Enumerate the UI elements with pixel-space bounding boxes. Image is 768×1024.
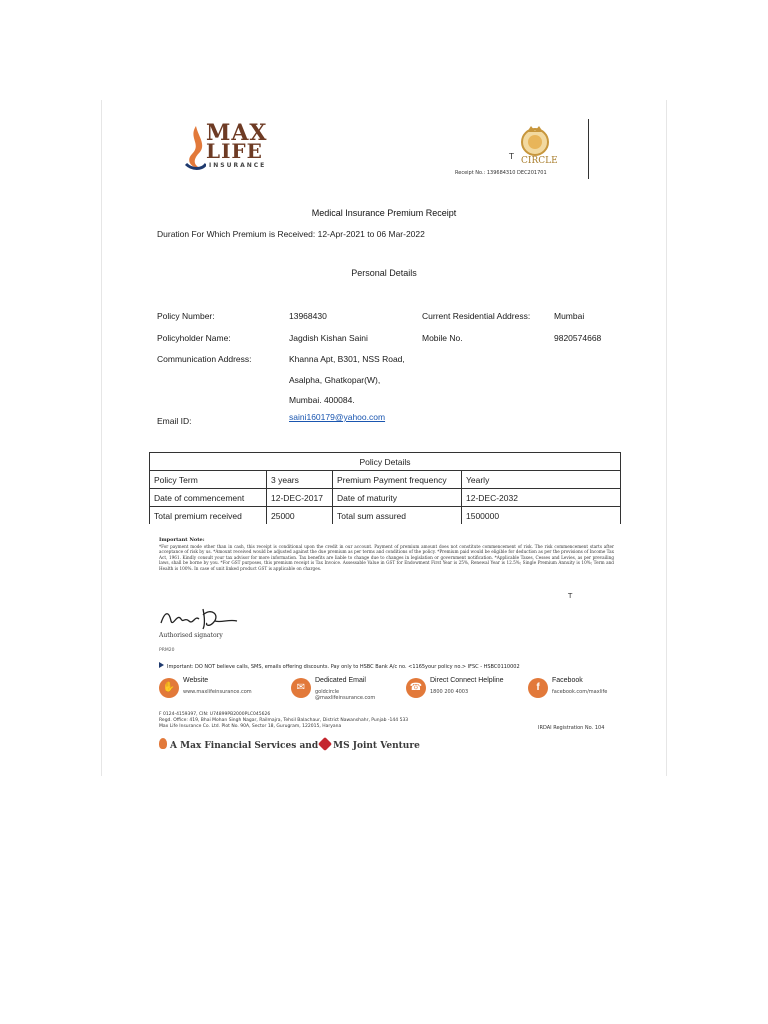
premium-duration: Duration For Which Premium is Received: 12-Apr-2021 to 06 Mar-2022	[157, 229, 425, 239]
contact-facebook[interactable]	[528, 674, 618, 710]
contact-title: Facebook	[552, 677, 583, 684]
table-cell: Total sum assured	[333, 507, 462, 525]
arrow-right-icon	[159, 662, 164, 668]
email-link[interactable]: saini160179@yahoo.com	[289, 412, 386, 422]
communication-address-line3: Mumbai. 400084.	[289, 395, 355, 405]
personal-details-heading: Personal Details	[351, 268, 417, 278]
important-note-body: *For payment mode other than in cash, this receipt is conditional upon the credit in our account. Payment of premium amount does not constitute commencement of risk. The risk commencement starts after acceptance of risk by us. *Amount received would be adjusted against the due premium as per terms and conditions of the policy. *Premium paid would be eligible for deduction as per the provisions of Income Tax Act, 1961. Kindly consult your tax advisor for more information. Tax benefits are liable to change due to changes in legislation or government notification. *Applicable Taxes, Cesses and Levies, as per prevailing laws, shall be borne by you. *For GST purposes, this premium receipt is Tax Invoice. Assessable Value in GST for Endowment First Year is 25%, Renewal Year is 12.5%; Single Premium Annuity is 10%; Term and Health is 100%. In case of unit linked product GST is applicable on charges.	[159, 544, 614, 571]
mobile-label: Mobile No.	[422, 333, 463, 343]
circle-seal	[507, 122, 557, 172]
fraud-notice-text: Important: DO NOT believe calls, SMS, emails offering discounts. Pay only to HSBC Bank A/c no. <1165your policy no.> IFSC - HSBC0110002	[167, 664, 520, 670]
table-cell: Total premium received	[150, 507, 267, 525]
logo-text-max: MAX	[206, 120, 268, 146]
contact-detail: 1800 200 4003	[430, 689, 469, 695]
company-footer	[159, 712, 408, 730]
mobile-value: 9820574668	[554, 333, 602, 343]
table-row	[150, 507, 621, 525]
communication-address-line2: Asalpha, Ghatkopar(W),	[289, 375, 381, 385]
residential-address-value: Mumbai	[554, 311, 585, 321]
table-cell: 25000	[267, 507, 333, 525]
receipt-page	[101, 100, 667, 776]
flame-icon	[182, 124, 206, 172]
table-cell: Date of maturity	[333, 489, 462, 507]
policyholder-name-value: Jagdish Kishan Saini	[289, 333, 368, 343]
table-row	[150, 489, 621, 507]
table-cell: Premium Payment frequency	[333, 471, 462, 489]
policyholder-name-label: Policyholder Name:	[157, 333, 231, 343]
important-note-title: Important Note:	[159, 537, 205, 543]
seal-text: CIRCLE	[521, 156, 558, 166]
policy-number-label: Policy Number:	[157, 311, 215, 321]
contact-title: Dedicated Email	[315, 677, 366, 684]
contact-detail-2: @maxlifeinsurance.com	[315, 695, 376, 701]
jv-text-part2: MS Joint Venture	[333, 741, 420, 751]
receipt-number: Receipt No.: 139684310 DEC201701	[455, 170, 547, 176]
communication-address-label: Communication Address:	[157, 354, 252, 364]
irdai-registration: IRDAI Registration No. 104	[538, 725, 605, 731]
footer-regd-office: Regd. Office: 419, Bhai Mohan Singh Nagar, Railmajra, Tehsil Balachaur, District Nawanshahr, Punjab -144 533	[159, 718, 409, 723]
policy-details-table	[149, 452, 621, 524]
ms-logo-icon	[318, 737, 332, 751]
table-cell: 3 years	[267, 471, 333, 489]
table-cell: Yearly	[462, 471, 621, 489]
contact-detail: goldcircle	[315, 689, 340, 695]
policy-details-heading: Policy Details	[150, 453, 621, 471]
policy-number-value: 13968430	[289, 311, 327, 321]
table-row	[150, 471, 621, 489]
footer-cin: F 0124-4159397, CIN: U74899PB2000PLC045626	[159, 712, 271, 717]
communication-address-line1: Khanna Apt, B301, NSS Road,	[289, 354, 405, 364]
contact-website[interactable]	[159, 674, 269, 710]
contact-email[interactable]	[291, 674, 401, 710]
logo-text-insurance: INSURANCE	[209, 162, 267, 169]
t-mark: T	[568, 592, 573, 600]
table-cell: 1500000	[462, 507, 621, 525]
residential-address-label: Current Residential Address:	[422, 311, 531, 321]
footer-company-address: Max Life Insurance Co. Ltd. Plot No. 90A, Sector 18, Gurugram, 122015, Haryana	[159, 724, 342, 729]
contact-helpline[interactable]	[406, 674, 526, 710]
contact-detail: www.maxlifeinsurance.com	[183, 689, 252, 695]
envelope-icon: ✉	[291, 678, 311, 698]
table-cell: Policy Term	[150, 471, 267, 489]
table-cell: 12-DEC-2017	[267, 489, 333, 507]
seal-mark: T	[509, 152, 514, 161]
document-title: Medical Insurance Premium Receipt	[311, 208, 457, 218]
joint-venture-banner	[159, 738, 420, 751]
authorised-signatory-label: Authorised signatory	[159, 632, 223, 639]
form-code: PRM20	[159, 648, 175, 653]
max-life-logo	[182, 122, 292, 174]
jv-text-part1: A Max Financial Services and	[170, 741, 319, 751]
max-flame-icon	[159, 738, 167, 749]
facebook-icon: f	[528, 678, 548, 698]
header-divider	[588, 119, 589, 179]
signature-image	[159, 605, 249, 633]
hand-icon: ✋	[159, 678, 179, 698]
contact-title: Direct Connect Helpline	[430, 677, 504, 684]
email-label: Email ID:	[157, 416, 192, 426]
logo-text-life: LIFE	[206, 139, 263, 163]
contact-title: Website	[183, 677, 209, 684]
contact-detail: facebook.com/maxlife	[552, 689, 608, 695]
table-cell: Date of commencement	[150, 489, 267, 507]
table-cell: 12-DEC-2032	[462, 489, 621, 507]
fraud-notice	[159, 662, 520, 670]
phone-icon: ☎	[406, 678, 426, 698]
